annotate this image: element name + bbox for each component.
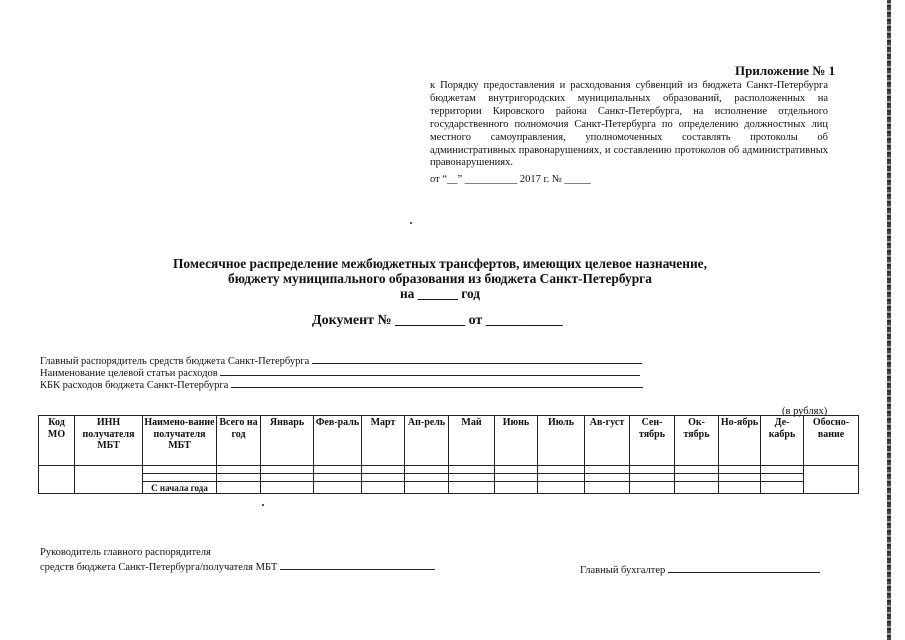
accountant-label: Главный бухгалтер (580, 565, 666, 576)
col-header: Сен-тябрь (630, 416, 675, 466)
table-cell[interactable] (449, 466, 495, 474)
col-header: Ав-густ (585, 416, 630, 466)
manager-signature-line-2: средств бюджета Санкт-Петербурга/получателя МБТ (40, 559, 435, 574)
table-cell[interactable] (449, 474, 495, 482)
target-item-label: Наименование целевой статьи расходов (40, 368, 218, 379)
appendix-text: к Порядку предоставления и расходования субвенций из бюджета Санкт-Петербурга бюджетам внутригородских муниципальных образований, расположенных на территории Кировского района Санкт-Петербурга, на исполнение отдельного государственного полномочия Санкт-Петербурга по определению должностных лиц местного самоуправления, уполномоченных составлять протоколы об административных правонарушениях, и составлению протоколов об административных правонарушениях. (430, 80, 828, 169)
table-cell[interactable] (719, 466, 761, 474)
kbk-line (40, 377, 643, 391)
document-number: Документ № __________ от ___________ (312, 313, 563, 328)
table-cell[interactable] (630, 466, 675, 474)
currency-note: (в рублях) (782, 406, 828, 417)
table-cell[interactable] (405, 482, 449, 494)
table-cell[interactable] (75, 466, 143, 494)
table-cell[interactable] (143, 466, 217, 474)
col-header: Код МО (39, 416, 75, 466)
table-cell[interactable] (630, 474, 675, 482)
main-manager-label: Главный распорядитель средств бюджета Санкт-Петербурга (40, 356, 310, 367)
col-header: Но-ябрь (719, 416, 761, 466)
table-cell[interactable] (261, 466, 314, 474)
col-header: Январь (261, 416, 314, 466)
table-cell[interactable] (39, 466, 75, 494)
appendix-date: от “__” __________ 2017 г. № _____ (430, 174, 591, 185)
table-cell[interactable] (538, 466, 585, 474)
col-header: Ап-рель (405, 416, 449, 466)
table-cell[interactable] (675, 466, 719, 474)
table-cell[interactable] (362, 466, 405, 474)
table-cell[interactable] (405, 474, 449, 482)
col-header: Фев-раль (314, 416, 362, 466)
table-cell[interactable] (261, 482, 314, 494)
main-manager-fill (312, 353, 642, 364)
title-line-3: на ______ год (399, 286, 481, 301)
since-start-label: С начала года (143, 482, 217, 494)
scan-speck (410, 222, 412, 224)
col-header: Всего на год (217, 416, 261, 466)
scan-edge (887, 0, 891, 640)
table-cell[interactable] (630, 482, 675, 494)
table-cell[interactable] (675, 482, 719, 494)
table-cell[interactable] (719, 474, 761, 482)
manager-signature-line-1: Руководитель главного распорядителя (40, 547, 211, 558)
table-cell[interactable] (449, 482, 495, 494)
kbk-label: КБК расходов бюджета Санкт-Петербурга (40, 380, 229, 391)
table-cell[interactable] (405, 466, 449, 474)
appendix-title: Приложение № 1 (735, 63, 836, 78)
table-cell[interactable] (719, 482, 761, 494)
table-cell[interactable] (217, 466, 261, 474)
col-header: Наимено-вание получателя МБТ (143, 416, 217, 466)
kbk-fill (231, 377, 643, 388)
table-cell[interactable] (538, 474, 585, 482)
table-cell[interactable] (495, 474, 538, 482)
table-row (39, 474, 859, 482)
col-header: Июнь (495, 416, 538, 466)
table-cell[interactable] (538, 482, 585, 494)
table-cell[interactable] (362, 482, 405, 494)
table-cell[interactable] (495, 466, 538, 474)
table-cell[interactable] (585, 482, 630, 494)
title-line-1: Помесячное распределение межбюджетных трансфертов, имеющих целевое назначение, (173, 256, 707, 271)
table-cell[interactable] (314, 482, 362, 494)
manager-signature (40, 546, 435, 574)
table-cell[interactable] (585, 466, 630, 474)
table-cell[interactable] (261, 474, 314, 482)
table-row-since-start (39, 482, 859, 494)
table-cell[interactable] (314, 466, 362, 474)
table-cell[interactable] (761, 474, 804, 482)
table-cell[interactable] (314, 474, 362, 482)
col-header: ИНН получателя МБТ (75, 416, 143, 466)
table-cell[interactable] (217, 474, 261, 482)
table-cell[interactable] (143, 474, 217, 482)
manager-signature-fill (280, 559, 435, 570)
title-line-2: бюджету муниципального образования из бюджета Санкт-Петербурга (228, 271, 652, 286)
table-cell[interactable] (804, 466, 859, 494)
table-cell[interactable] (761, 482, 804, 494)
table-cell[interactable] (675, 474, 719, 482)
distribution-table (38, 415, 859, 494)
table-cell[interactable] (495, 482, 538, 494)
table-row (39, 466, 859, 474)
accountant-signature-fill (668, 562, 820, 573)
target-item-fill (220, 365, 640, 376)
table-cell[interactable] (362, 474, 405, 482)
scan-speck (262, 504, 264, 506)
col-header: Обосно-вание (804, 416, 859, 466)
table-cell[interactable] (217, 482, 261, 494)
table-cell[interactable] (761, 466, 804, 474)
col-header: Март (362, 416, 405, 466)
col-header: Ок-тябрь (675, 416, 719, 466)
col-header: Май (449, 416, 495, 466)
document-title (120, 256, 760, 301)
accountant-signature (580, 562, 820, 576)
table-header-row (39, 416, 859, 466)
table-cell[interactable] (585, 474, 630, 482)
col-header: Июль (538, 416, 585, 466)
col-header: Де-кабрь (761, 416, 804, 466)
